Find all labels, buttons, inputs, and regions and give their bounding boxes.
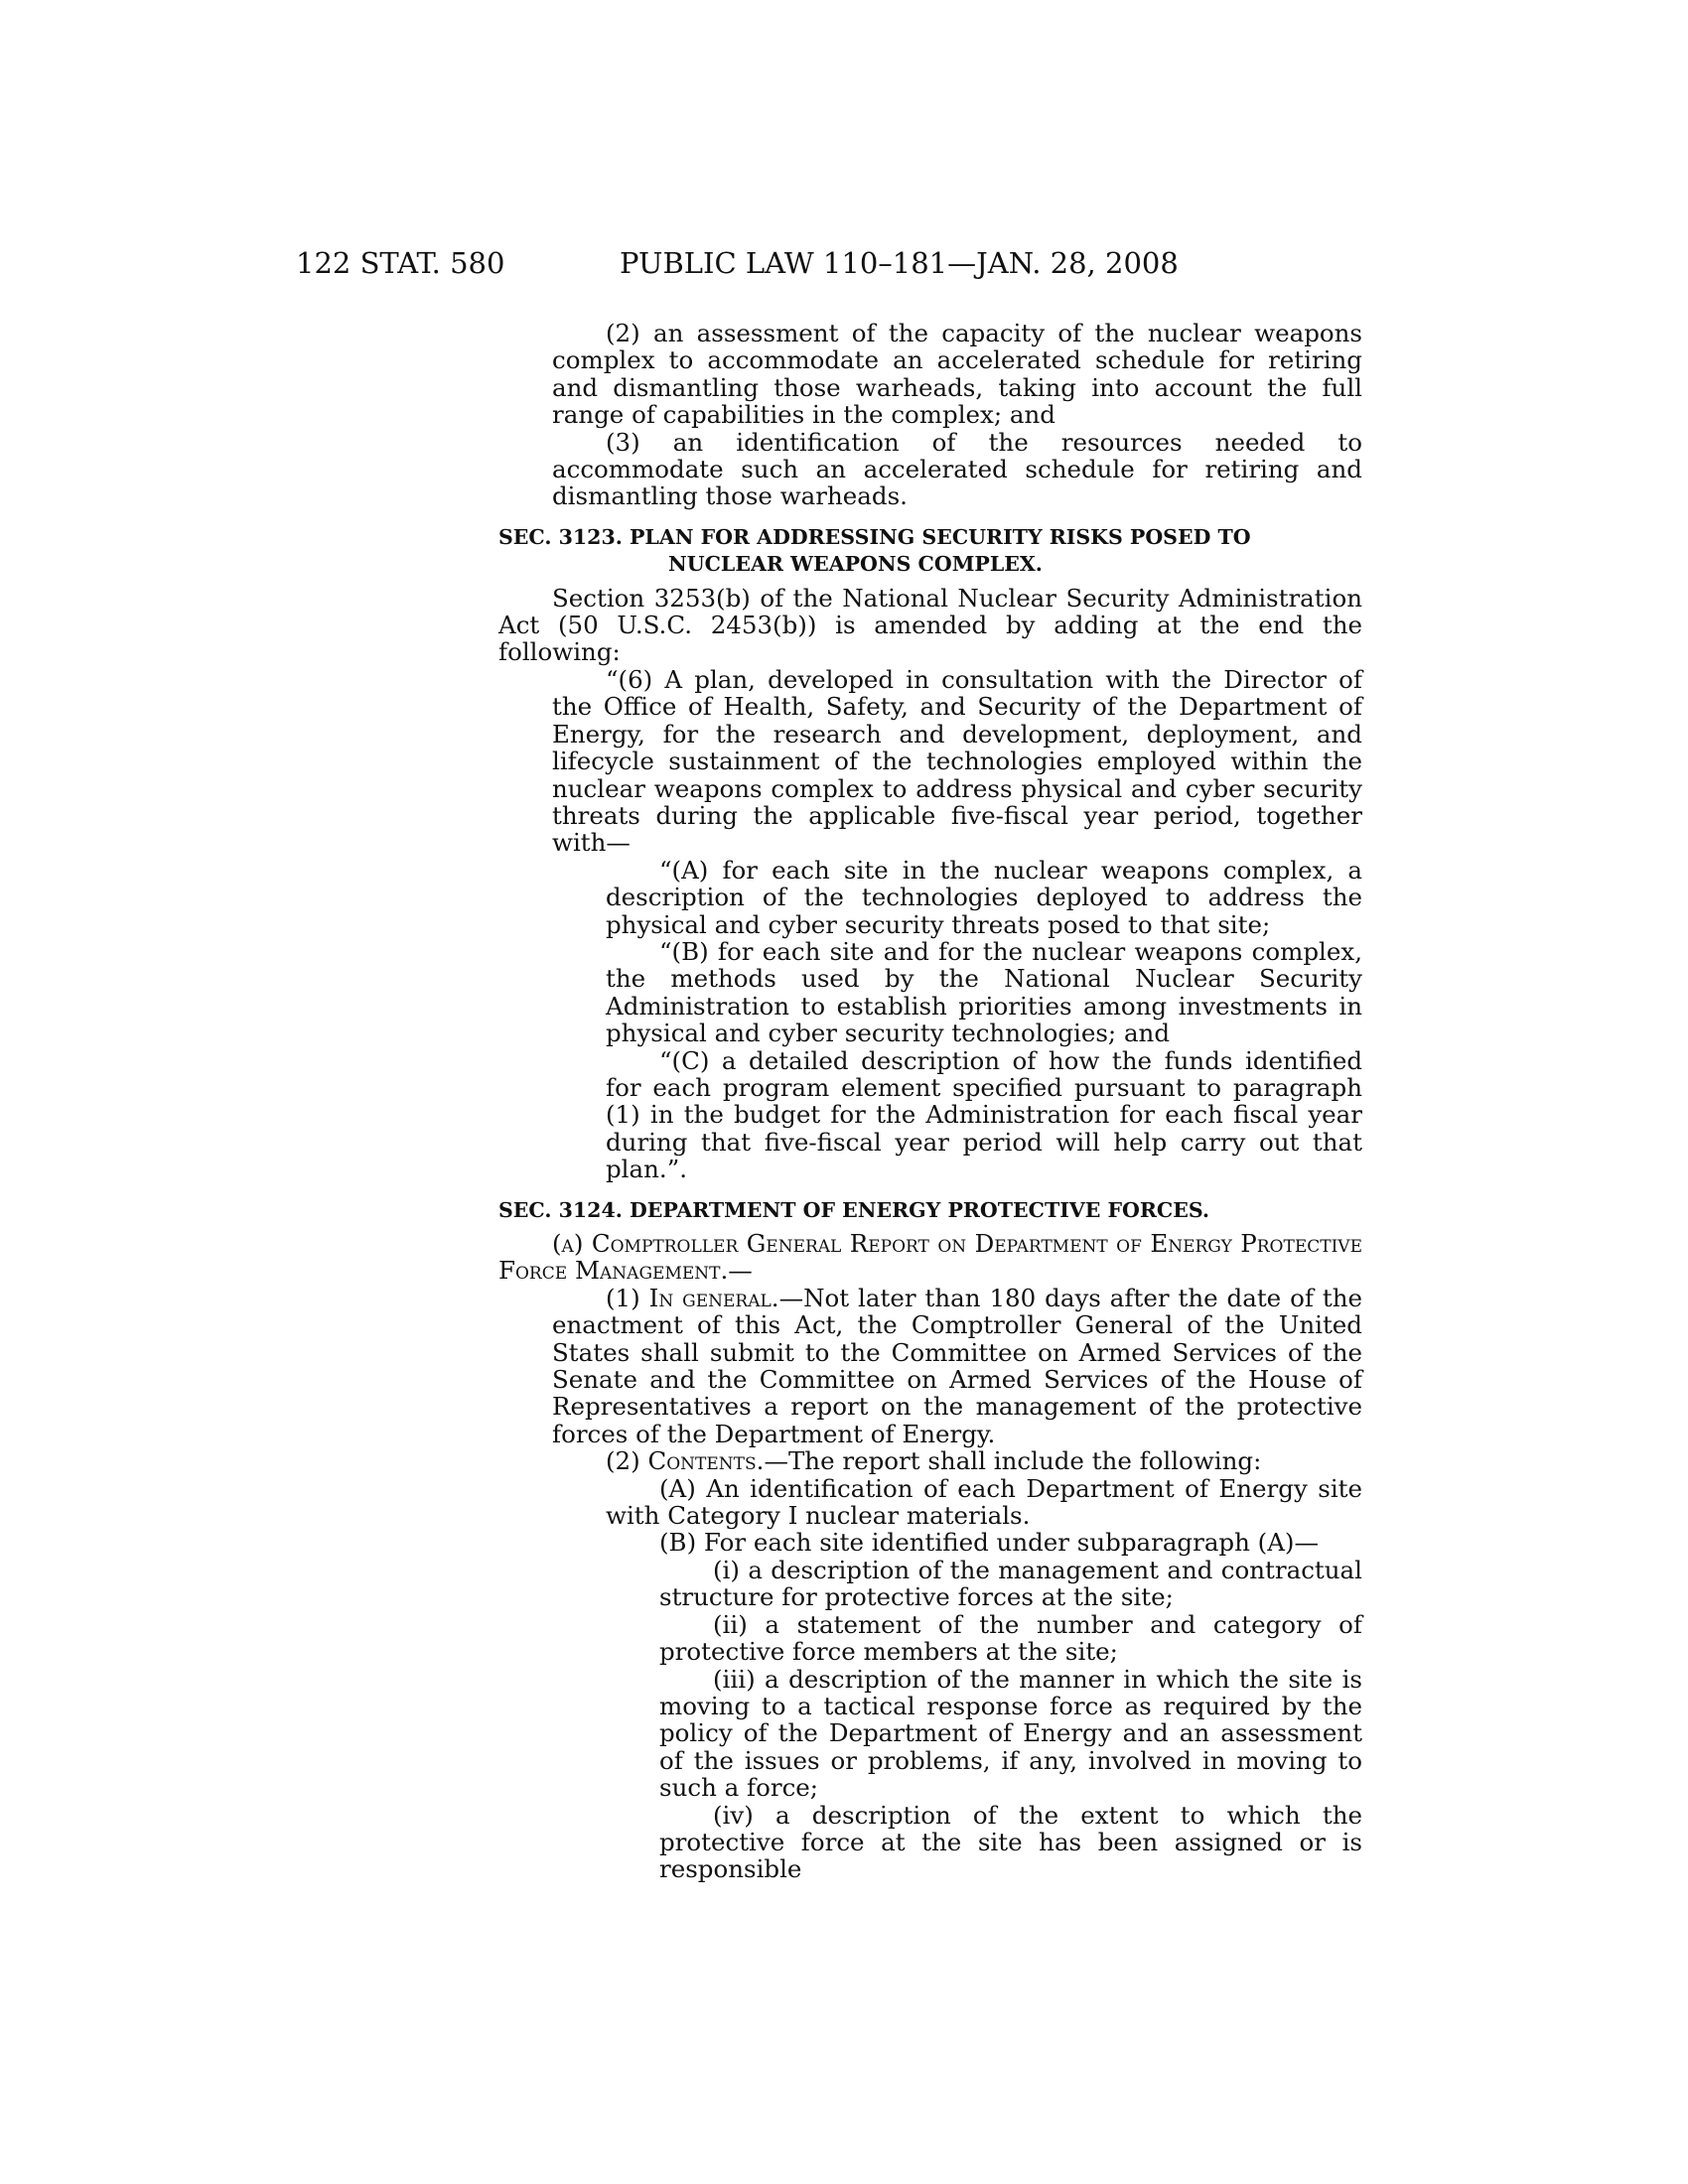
- public-law-title: PUBLIC LAW 110–181—JAN. 28, 2008: [620, 246, 1179, 280]
- section-3123-heading-line2: NUCLEAR WEAPONS COMPLEX.: [668, 552, 1043, 577]
- paragraph-3-identification: (3) an identification of the resources needed to accommodate such an accelerated schedule for retiring and dismantling those warheads.: [552, 427, 1362, 511]
- section-3123-heading-line1: SEC. 3123. PLAN FOR ADDRESSING SECURITY RISKS POSED TO: [498, 524, 1251, 549]
- paragraph-6-A: “(A) for each site in the nuclear weapons complex, a description of the technologies deployed to address the physical and cyber security threats posed to that site;: [606, 855, 1362, 939]
- page-header: [0, 246, 1688, 286]
- section-3124-heading: SEC. 3124. DEPARTMENT OF ENERGY PROTECTIVE FORCES.: [498, 1197, 1210, 1222]
- paragraph-1-in-general: [552, 1285, 1362, 1447]
- statute-page-reference: 122 STAT. 580: [296, 246, 505, 280]
- paragraph-2-contents: [552, 1447, 1362, 1474]
- paragraph-6-plan: “(6) A plan, developed in consultation with the Director of the Office of Health, Safety, and Security of the Department of Energy, for the research and development, deployment, and lifecycle sustainment of the technologies employed within the nuclear weapons complex to address physical and cyber security threats during the applicable five-fiscal year period, together with—: [552, 664, 1362, 858]
- clause-iii: (iii) a description of the manner in which the site is moving to a tactical response force as required by the policy of the Department of Energy and an assessment of the issues or problems, if any, involved in moving to such a force;: [659, 1664, 1362, 1803]
- paragraph-6-B: “(B) for each site and for the nuclear weapons complex, the methods used by the National Nuclear Security Administration to establish priorities among investments in physical and cyber security technologies; and: [606, 936, 1362, 1048]
- paragraph-6-C: “(C) a detailed description of how the funds identified for each program element specified pursuant to paragraph (1) in the budget for the Administration for each fiscal year during that five-fiscal year period will help carry out that plan.”.: [606, 1045, 1362, 1184]
- section-3123-heading: [498, 524, 1362, 579]
- clause-i: (i) a description of the management and contractual structure for protective forces at the site;: [659, 1555, 1362, 1612]
- clause-iv: (iv) a description of the extent to which the protective force at the site has been assigned or is responsible: [659, 1800, 1362, 1884]
- paragraph-2-heading: (2) Contents.—: [606, 1446, 788, 1476]
- section-3123-intro: Section 3253(b) of the National Nuclear Security Administration Act (50 U.S.C. 2453(b)) is amended by adding at the end the following:: [498, 583, 1362, 667]
- paragraph-1-text: Not later than 180 days after the date of the enactment of this Act, the Comptroller General of the United States shall submit to the Committee on Armed Services of the Senate and the Committee on Armed Services of the House of Representatives a report on the management of the protective forces of the Department of Energy.: [552, 1283, 1363, 1448]
- paragraph-2-text: The report shall include the following:: [787, 1446, 1262, 1476]
- paragraph-2-B: (B) For each site identified under subparagraph (A)—: [659, 1528, 1319, 1558]
- paragraph-2-assessment: (2) an assessment of the capacity of the nuclear weapons complex to accommodate an accelerated schedule for retiring and dismantling those warheads, taking into account the full range of capabilities in the complex; and: [552, 319, 1362, 430]
- document-body: [498, 320, 1362, 1883]
- clause-ii: (ii) a statement of the number and category of protective force members at the site;: [659, 1609, 1362, 1667]
- paragraph-2-A: (A) An identification of each Department of Energy site with Category I nuclear materials.: [606, 1473, 1362, 1531]
- paragraph-1-heading: (1) In general.—: [606, 1283, 804, 1312]
- subsection-a-heading: (a) Comptroller General Report on Department of Energy Protective Force Management.—: [498, 1229, 1362, 1286]
